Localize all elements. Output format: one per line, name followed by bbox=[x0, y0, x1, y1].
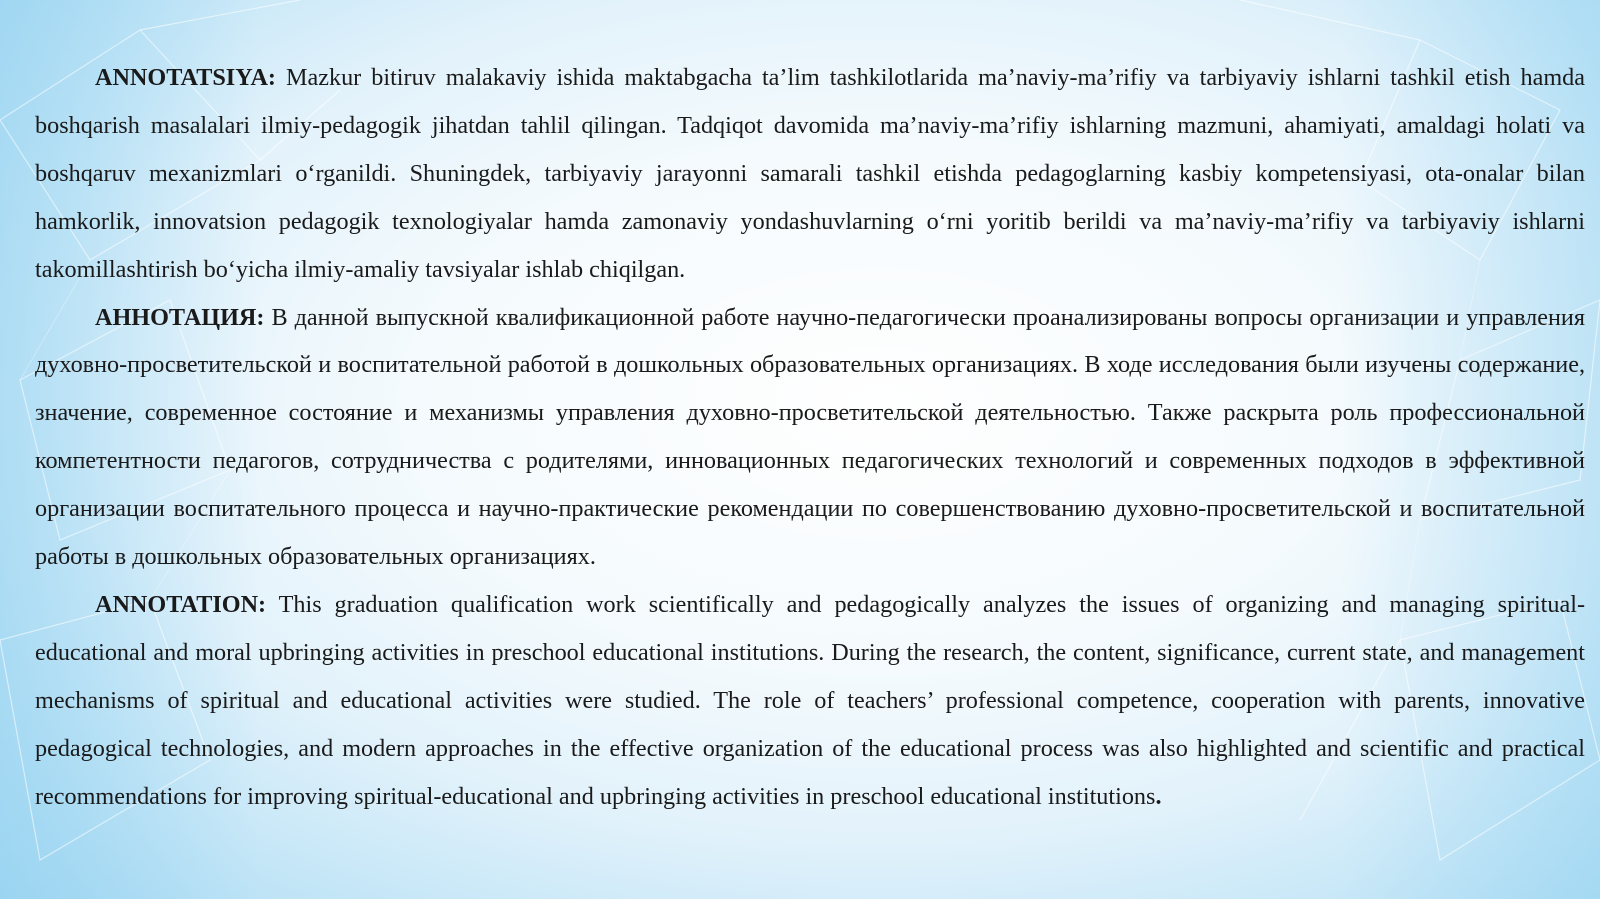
annotation-heading-russian: АННОТАЦИЯ: bbox=[95, 303, 265, 331]
annotation-paragraph-english bbox=[35, 581, 1585, 821]
annotation-body-uzbek: Mazkur bitiruv malakaviy ishida maktabgacha ta’lim tashkilotlarida ma’naviy-ma’rifiy va tarbiyaviy ishlarni tashkil etish hamda boshqarish masalalari ilmiy-pedagogik jihatdan tahlil qilingan. Tadqiqot davomida ma’naviy-ma’rifiy ishlarning mazmuni, ahamiyati, amaldagi holati va boshqaruv mexanizmlari o‘rganildi. Shuningdek, tarbiyaviy jarayonni samarali tashkil etishda pedagoglarning kasbiy kompetensiyasi, ota-onalar bilan hamkorlik, innovatsion pedagogik texnologiyalar hamda zamonaviy yondashuvlarning o‘rni yoritib berildi va ma’naviy-ma’rifiy va tarbiyaviy ishlarni takomillashtirish bo‘yicha ilmiy-amaliy tavsiyalar ishlab chiqilgan. bbox=[35, 64, 1585, 283]
annotation-body-english: This graduation qualification work scientifically and pedagogically analyzes the issues of organizing and managing spiritual-educational and moral upbringing activities in preschool educational institutions. During the research, the content, significance, current state, and management mechanisms of spiritual and educational activities were studied. The role of teachers’ professional competence, cooperation with parents, innovative pedagogical technologies, and modern approaches in the effective organization of the educational process was also highlighted and scientific and practical recommendations for improving spiritual-educational and upbringing activities in preschool educational institutions bbox=[35, 590, 1585, 810]
annotation-paragraph-uzbek bbox=[35, 54, 1585, 294]
annotation-heading-english: ANNOTATION: bbox=[95, 590, 267, 618]
annotation-body-russian: В данной выпускной квалификационной работе научно-педагогически проанализированы вопросы организации и управления духовно-просветительской и воспитательной работой в дошкольных образовательных организациях. В ходе исследования были изучены содержание, значение, современное состояние и механизмы управления духовно-просветительской деятельностью. Также раскрыта роль профессиональной компетентности педагогов, сотрудничества с родителями, инновационных педагогических технологий и современных подходов в эффективной организации воспитательного процесса и научно-практические рекомендации по совершенствованию духовно-просветительской и воспитательной работы в дошкольных образовательных организациях. bbox=[35, 303, 1585, 571]
annotation-final-period: . bbox=[1155, 782, 1162, 810]
annotation-paragraph-russian bbox=[35, 294, 1585, 581]
annotation-text-block bbox=[35, 54, 1585, 821]
annotation-heading-uzbek: ANNOTATSIYA: bbox=[95, 64, 276, 91]
